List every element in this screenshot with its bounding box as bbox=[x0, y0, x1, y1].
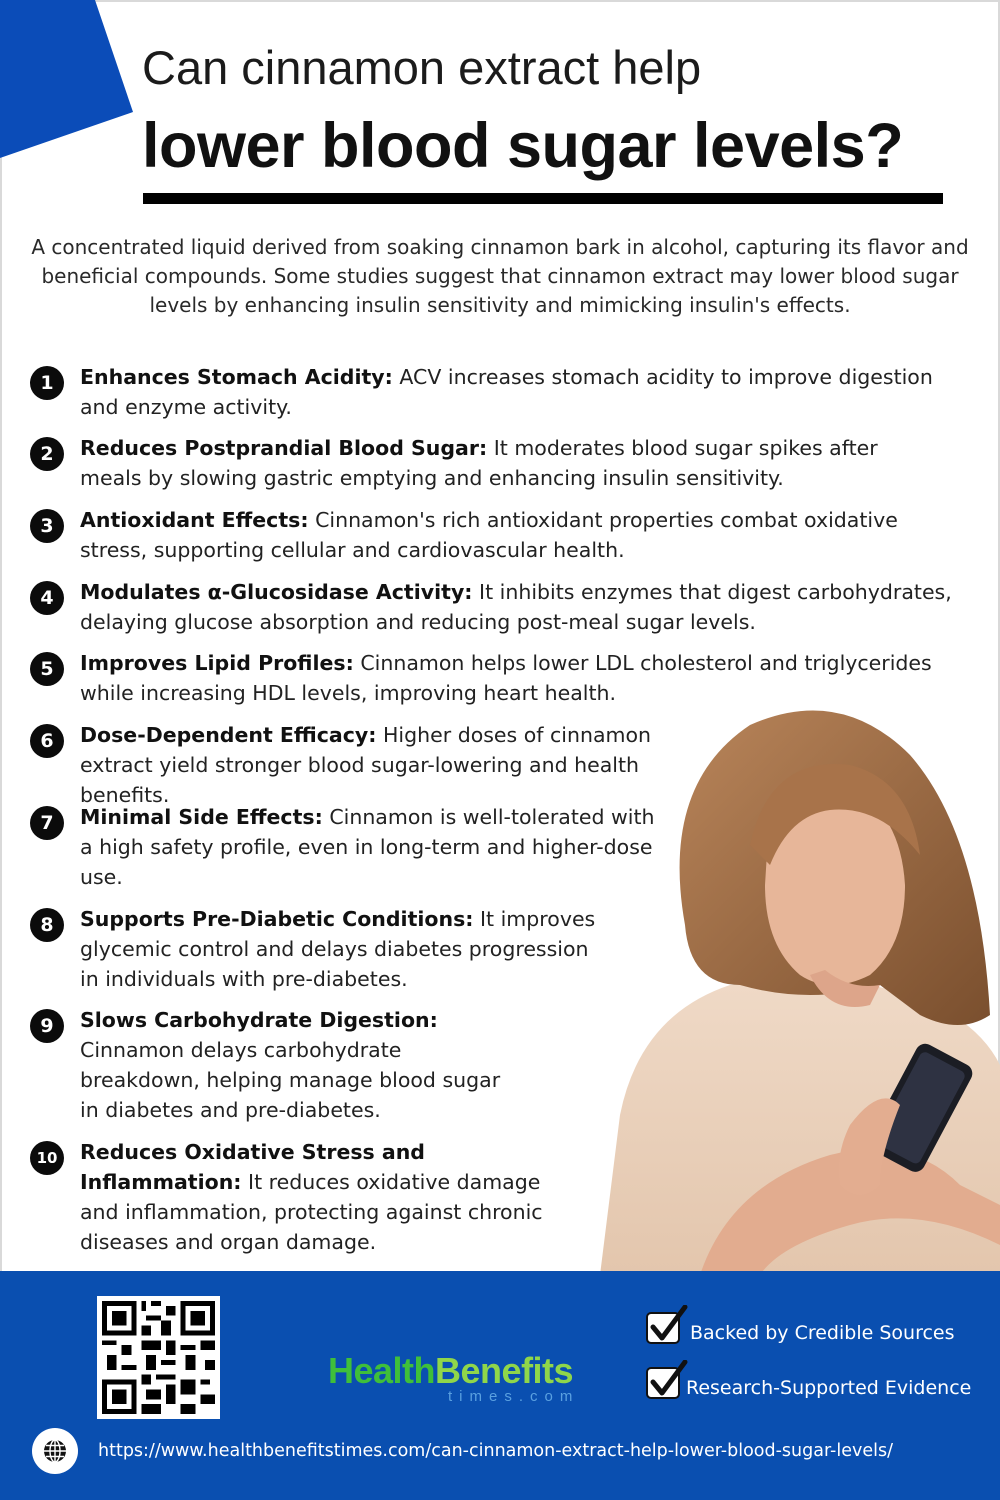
check-icon bbox=[645, 1305, 689, 1347]
item-title: Reduces Oxidative Stress and Inflammation: bbox=[80, 1140, 425, 1194]
item-text bbox=[80, 648, 940, 708]
check-icon bbox=[645, 1360, 689, 1402]
corner-triangle bbox=[0, 0, 135, 158]
number-badge: 9 bbox=[30, 1009, 64, 1043]
badge-credible-sources: Backed by Credible Sources bbox=[690, 1322, 955, 1344]
item-description: Cinnamon helps lower LDL cholesterol and triglycerides while increasing HDL levels, improving heart health. bbox=[80, 651, 932, 705]
item-description: It reduces oxidative damage and inflammation, protecting against chronic diseases and organ damage. bbox=[80, 1170, 543, 1254]
item-description: Cinnamon delays carbohydrate breakdown, helping manage blood sugar in diabetes and pre-diabetes. bbox=[80, 1038, 501, 1122]
item-text bbox=[80, 577, 960, 637]
number-badge: 1 bbox=[30, 366, 64, 400]
item-text bbox=[80, 433, 940, 493]
item-description: It improves glycemic control and delays diabetes progression in individuals with pre-diabetes. bbox=[80, 907, 596, 991]
item-description: Cinnamon's rich antioxidant properties combat oxidative stress, supporting cellular and cardiovascular health. bbox=[80, 508, 898, 562]
item-text bbox=[80, 720, 725, 810]
item-text bbox=[80, 1137, 580, 1257]
item-title: Reduces Postprandial Blood Sugar: bbox=[80, 436, 488, 460]
number-badge: 4 bbox=[30, 581, 64, 615]
number-badge: 2 bbox=[30, 437, 64, 471]
item-description: ACV increases stomach acidity to improve digestion and enzyme activity. bbox=[80, 365, 933, 419]
title-line-2: lower blood sugar levels? bbox=[142, 111, 904, 181]
number-badge: 5 bbox=[30, 652, 64, 686]
item-description: It inhibits enzymes that digest carbohydrates, delaying glucose absorption and reducing post-meal sugar levels. bbox=[80, 580, 952, 634]
item-title: Enhances Stomach Acidity: bbox=[80, 365, 393, 389]
item-text bbox=[80, 505, 940, 565]
item-text bbox=[80, 1005, 525, 1125]
source-url-link[interactable]: https://www.healthbenefitstimes.com/can-cinnamon-extract-help-lower-blood-sugar-levels/ bbox=[98, 1441, 893, 1461]
item-text bbox=[80, 802, 665, 892]
item-description: Higher doses of cinnamon extract yield stronger blood sugar-lowering and health benefits. bbox=[80, 723, 652, 807]
number-badge: 6 bbox=[30, 724, 64, 758]
number-badge: 8 bbox=[30, 908, 64, 942]
number-badge: 3 bbox=[30, 509, 64, 543]
title-underline bbox=[143, 193, 943, 204]
globe-icon bbox=[32, 1428, 78, 1474]
item-title: Minimal Side Effects: bbox=[80, 805, 323, 829]
qr-code[interactable] bbox=[97, 1296, 220, 1419]
badge-research-evidence: Research-Supported Evidence bbox=[686, 1377, 972, 1399]
title-line-1: Can cinnamon extract help bbox=[142, 41, 702, 94]
healthbenefits-logo[interactable] bbox=[328, 1350, 618, 1410]
logo-subtext: times.com bbox=[448, 1388, 580, 1405]
item-description: It moderates blood sugar spikes after meals by slowing gastric emptying and enhancing insulin sensitivity. bbox=[80, 436, 878, 490]
item-text bbox=[80, 904, 605, 994]
number-badge: 7 bbox=[30, 806, 64, 840]
number-badge: 10 bbox=[30, 1141, 64, 1175]
item-title: Supports Pre-Diabetic Conditions: bbox=[80, 907, 474, 931]
item-title: Dose-Dependent Efficacy: bbox=[80, 723, 377, 747]
logo-wordmark: HealthBenefits bbox=[328, 1350, 574, 1391]
item-title: Slows Carbohydrate Digestion: bbox=[80, 1008, 438, 1032]
intro-paragraph: A concentrated liquid derived from soaking cinnamon bark in alcohol, capturing its flavor and beneficial compounds. Some studies suggest that cinnamon extract may lower blood sugar levels by enhancing insulin sensitivity and mimicking insulin's effects. bbox=[31, 235, 969, 317]
item-description: Cinnamon is well-tolerated with a high safety profile, even in long-term and higher-dose use. bbox=[80, 805, 655, 889]
item-title: Improves Lipid Profiles: bbox=[80, 651, 354, 675]
item-text bbox=[80, 362, 940, 422]
item-title: Modulates α-Glucosidase Activity: bbox=[80, 580, 473, 604]
item-title: Antioxidant Effects: bbox=[80, 508, 309, 532]
